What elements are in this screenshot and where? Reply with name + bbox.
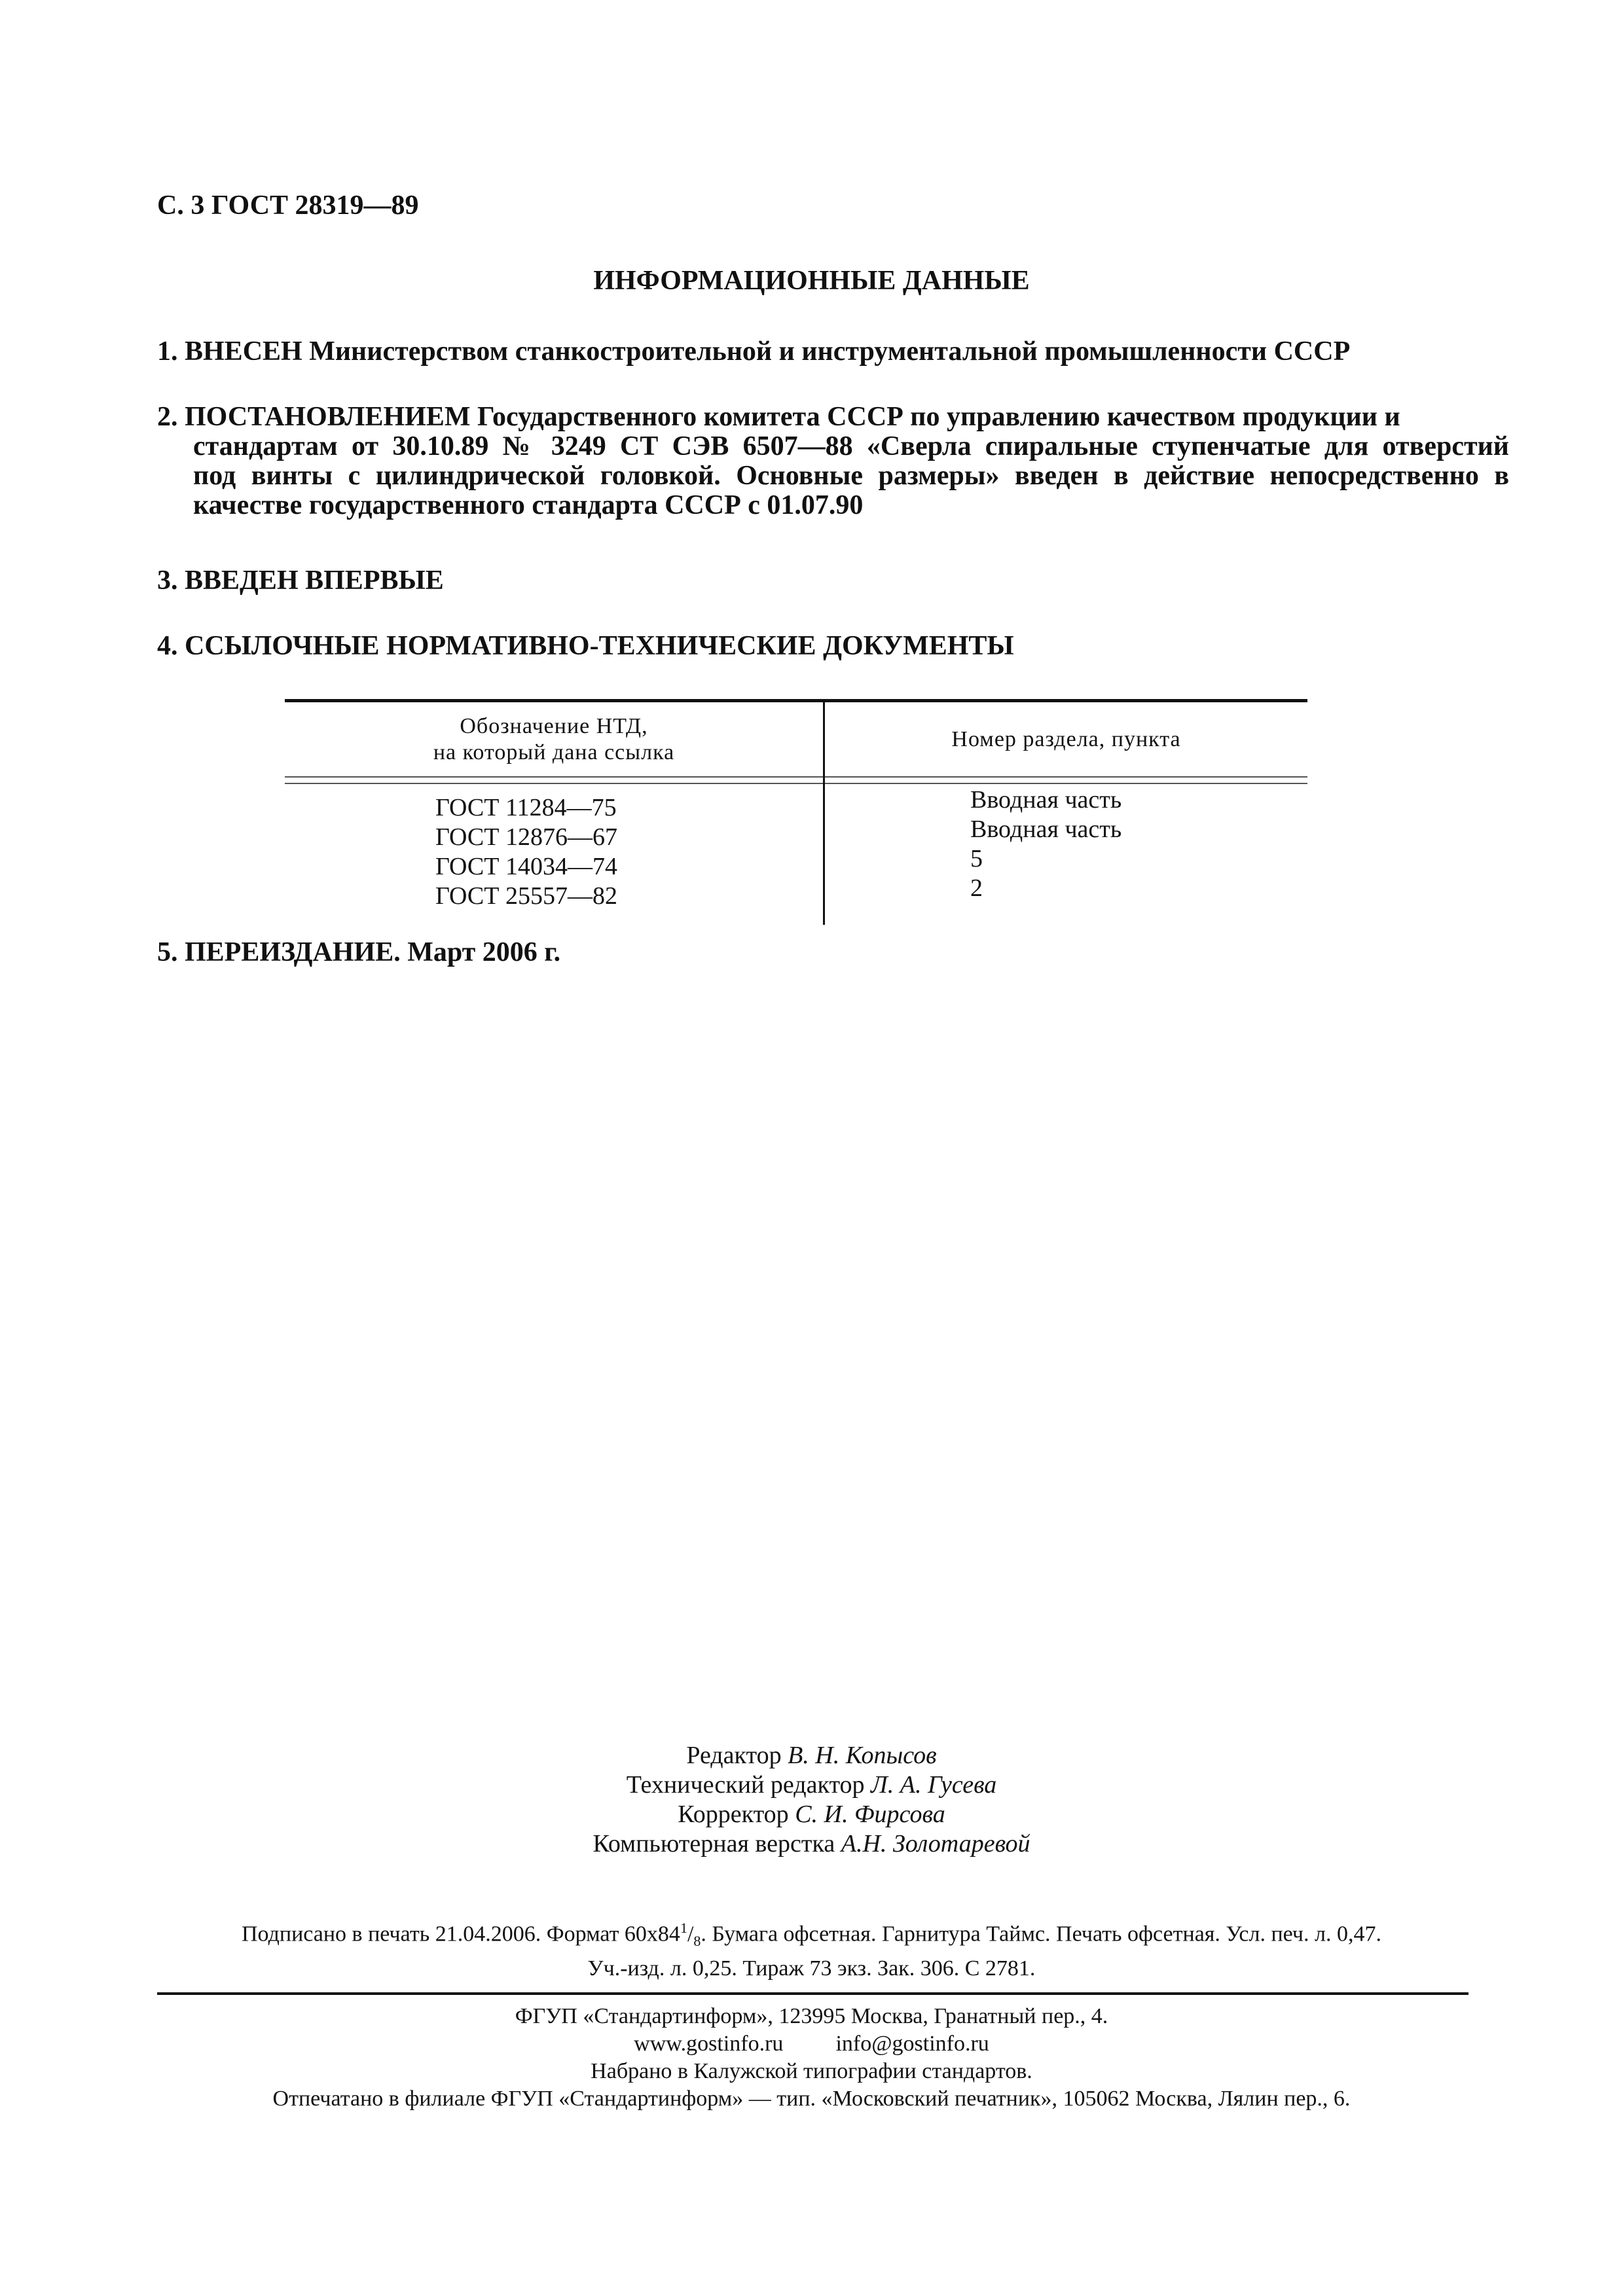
publisher-contacts	[0, 2030, 1623, 2058]
print-info-paper: . Бумага офсетная. Гарнитура Таймс. Печать офсетная. Усл. печ. л. 0,47.	[701, 1922, 1381, 1946]
table-row-4-doc: ГОСТ 25557—82	[435, 882, 617, 910]
item-4-line-1: 4. ССЫЛОЧНЫЕ НОРМАТИВНО-ТЕХНИЧЕСКИЕ ДОКУМЕНТЫ	[157, 631, 1014, 661]
credit-corrector-role: Корректор	[678, 1801, 795, 1828]
publisher-info	[0, 2003, 1623, 2113]
table-header-rule-2	[285, 783, 1307, 784]
footer-rule	[157, 1992, 1468, 1995]
item-5	[157, 938, 560, 967]
credit-layout	[0, 1829, 1623, 1859]
credit-layout-role: Компьютерная верстка	[593, 1830, 841, 1857]
typesetting-note: Набрано в Калужской типографии стандартов.	[591, 2059, 1032, 2083]
table-header-doc-line-1: Обозначение НТД,	[460, 714, 648, 738]
table-header-rule	[285, 776, 1307, 778]
credit-corrector-name: С. И. Фирсова	[795, 1801, 945, 1828]
print-info-line-1: Подписано в печать 21.04.2006. Формат $60x84^1/_8$. Бумага офсетная. Гарнитура Таймс. Печать офсетная. Усл. печ. л. 0,47.	[242, 1920, 1381, 1950]
credit-tech-editor-role: Технический редактор	[626, 1771, 871, 1799]
item-2-line-1: 2. ПОСТАНОВЛЕНИЕМ Государственного комитета СССР по управлению качеством продукции и	[157, 402, 1400, 432]
table-header-doc-line-2: на который дана ссылка	[433, 740, 675, 764]
publisher-address: ФГУП «Стандартинформ», 123995 Москва, Гранатный пер., 4.	[515, 2004, 1108, 2028]
table-row-2-doc: ГОСТ 12876—67	[435, 823, 617, 851]
item-3-line-1: 3. ВВЕДЕН ВПЕРВЫЕ	[157, 565, 444, 596]
table-row-1-ref: Вводная часть	[970, 786, 1122, 814]
credit-tech-editor-name: Л. А. Гусева	[871, 1771, 997, 1799]
format-fraction-denominator: 8	[693, 1933, 701, 1950]
section-title: ИНФОРМАЦИОННЫЕ ДАННЫЕ	[593, 266, 1030, 296]
publisher-email: info@gostinfo.ru	[835, 2032, 989, 2056]
item-5-line-1: 5. ПЕРЕИЗДАНИЕ. Март 2006 г.	[157, 937, 561, 967]
item-2-line-2: стандартам от 30.10.89 № 3249 СТ СЭВ 6507—88 «Сверла спиральные ступенчатые для отверстий	[193, 431, 1509, 461]
item-2-line-4: качестве государственного стандарта СССР с 01.07.90	[193, 490, 864, 520]
table-row-4-ref: 2	[970, 874, 983, 902]
table-col-ref	[970, 785, 1122, 903]
format-fraction-numerator: 1	[680, 1920, 687, 1936]
table-header-doc	[285, 713, 823, 766]
table-header-ref: Номер раздела, пункта	[951, 727, 1181, 751]
table-top-rule	[285, 699, 1307, 702]
table-row-3-ref: 5	[970, 845, 983, 872]
table-row-2-ref: Вводная часть	[970, 816, 1122, 843]
credit-editor-name: В. Н. Копысов	[788, 1742, 937, 1769]
item-2-line-3: под винты с цилиндрической головкой. Основные размеры» введен в действие непосредственно в	[193, 461, 1509, 491]
table-row-1-doc: ГОСТ 11284—75	[435, 794, 617, 821]
item-1	[157, 337, 1350, 367]
credits	[0, 1741, 1623, 1859]
table-row-3-doc: ГОСТ 14034—74	[435, 853, 617, 880]
credit-layout-name: А.Н. Золотаревой	[841, 1830, 1030, 1857]
page-header: С. 3 ГОСТ 28319—89	[157, 190, 419, 221]
printing-note: Отпечатано в филиале ФГУП «Стандартинформ» — тип. «Московский печатник», 105062 Москва, Лялин пер., 6.	[272, 2087, 1351, 2111]
item-3	[157, 566, 444, 596]
publisher-website: www.gostinfo.ru	[634, 2032, 784, 2056]
print-info	[0, 1914, 1623, 1982]
print-info-line-2: Уч.-изд. л. 0,25. Тираж 73 экз. Зак. 306. С 2781.	[587, 1956, 1036, 1981]
print-info-format: Подписано в печать 21.04.2006. Формат 60x84	[242, 1922, 680, 1946]
item-2	[157, 403, 1509, 520]
item-1-line-1: 1. ВНЕСЕН Министерством станкостроительной и инструментальной промышленности СССР	[157, 336, 1351, 367]
table-col-doc	[435, 793, 617, 911]
credit-corrector	[0, 1800, 1623, 1829]
credit-tech-editor	[0, 1770, 1623, 1800]
credit-editor	[0, 1741, 1623, 1770]
item-4	[157, 632, 1014, 661]
credit-editor-role: Редактор	[686, 1742, 788, 1769]
